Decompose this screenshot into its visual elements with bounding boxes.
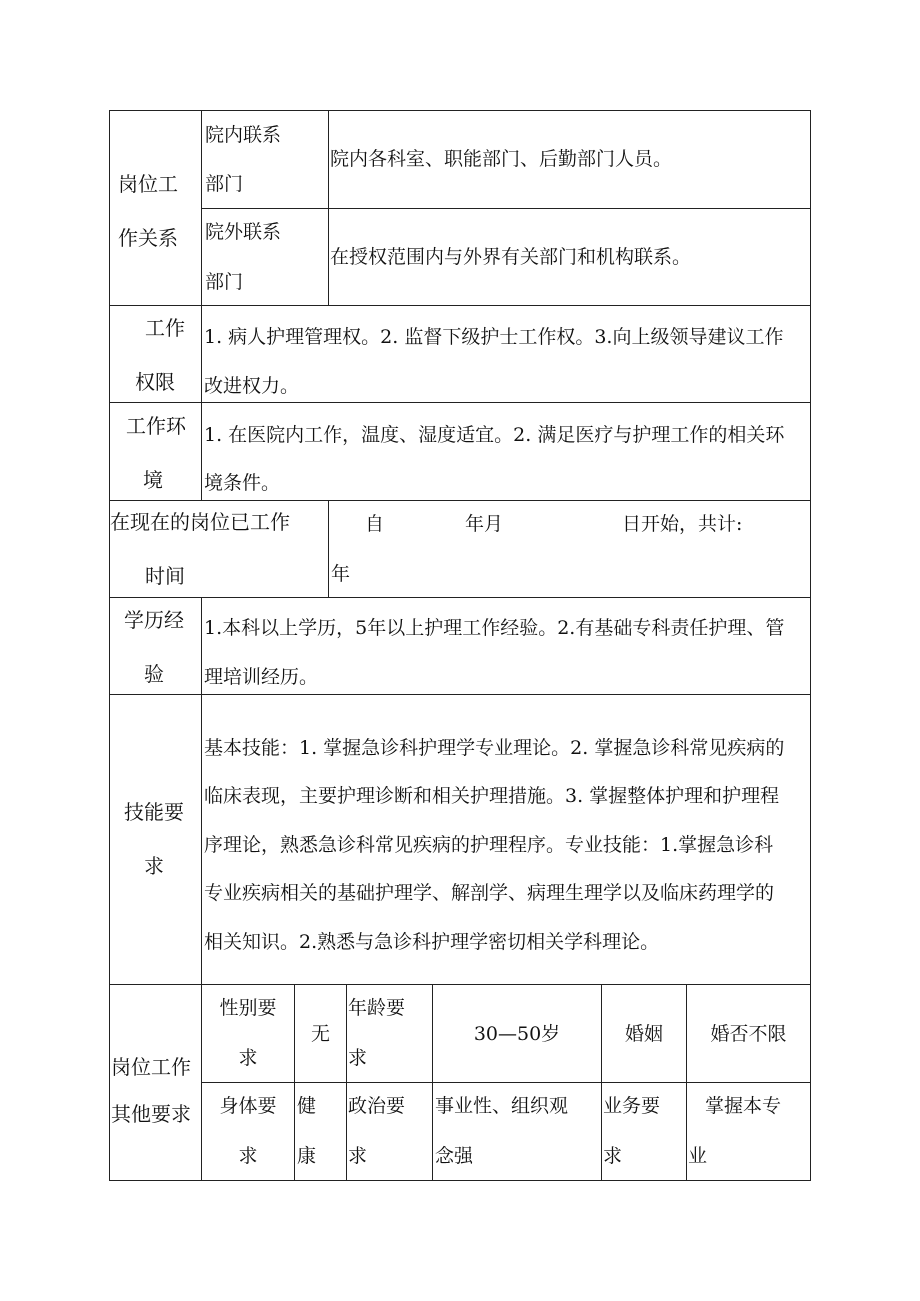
tenure-from: 自 <box>365 513 385 535</box>
work-relations-heading-line1: 岗位工 <box>118 172 178 196</box>
politics-label-line2: 求 <box>348 1145 368 1167</box>
external-contact-label-line1: 院外联系 <box>205 221 282 243</box>
gender-value: 无 <box>310 1023 330 1045</box>
gender-label-line1: 性别要 <box>219 997 277 1019</box>
environment-heading-line1: 工作环 <box>126 414 186 438</box>
skills-heading-line1: 技能要 <box>124 800 184 824</box>
skills-line5: 相关知识。2.熟悉与急诊科护理学密切相关学科理论。 <box>204 931 660 953</box>
health-value-line1: 健 <box>297 1095 317 1117</box>
education-line1: 1.本科以上学历，5年以上护理工作经验。2.有基础专科责任护理、管 <box>204 617 785 639</box>
internal-contact-value: 院内各科室、职能部门、后勤部门人员。 <box>330 148 673 170</box>
age-label-line1: 年龄要 <box>348 997 406 1019</box>
marriage-value: 婚否不限 <box>710 1023 787 1045</box>
education-heading-line1: 学历经 <box>124 608 184 632</box>
external-contact-label-line2: 部门 <box>205 271 244 293</box>
skills-line2: 临床表现，主要护理诊断和相关护理措施。3. 掌握整体护理和护理程 <box>204 785 780 807</box>
age-value: 30—50岁 <box>473 1023 561 1045</box>
environment-line1: 1. 在医院内工作，温度、湿度适宜。2. 满足医疗与护理工作的相关环 <box>204 424 785 446</box>
authority-heading-line1: 工作 <box>145 316 185 340</box>
environment-heading-line2: 境 <box>143 468 163 492</box>
tenure-heading-line1: 在现在的岗位已工作 <box>110 510 290 534</box>
skills-line4: 专业疾病相关的基础护理学、解剖学、病理生理学以及临床药理学的 <box>204 882 775 904</box>
tenure-year: 年 <box>331 563 351 585</box>
skills-heading-line2: 求 <box>144 854 164 878</box>
tenure-heading-line2: 时间 <box>145 564 185 588</box>
education-heading-line2: 验 <box>144 662 164 686</box>
other-requirements-heading-line2: 其他要求 <box>111 1102 191 1126</box>
gender-label-line2: 求 <box>238 1047 258 1069</box>
tenure-year-month: 年月 <box>465 513 504 535</box>
health-label-line1: 身体要 <box>219 1095 277 1117</box>
politics-value-line2: 念强 <box>435 1145 474 1167</box>
marriage-label: 婚姻 <box>624 1023 663 1045</box>
skills-line3: 序理论，熟悉急诊科常见疾病的护理程序。专业技能：1.掌握急诊科 <box>204 834 774 856</box>
skills-line1: 基本技能：1. 掌握急诊科护理学专业理论。2. 掌握急诊科常见疾病的 <box>204 737 785 759</box>
health-value-line2: 康 <box>297 1145 317 1167</box>
politics-label-line1: 政治要 <box>348 1095 406 1117</box>
internal-contact-label-line1: 院内联系 <box>205 124 282 146</box>
authority-line1: 1. 病人护理管理权。2. 监督下级护士工作权。3.向上级领导建议工作 <box>204 326 784 348</box>
work-relations-heading-cell <box>109 110 202 306</box>
business-value-line1: 掌握本专 <box>705 1095 782 1117</box>
business-value-line2: 业 <box>688 1145 708 1167</box>
business-label-line1: 业务要 <box>603 1095 661 1117</box>
age-label-line2: 求 <box>348 1047 368 1069</box>
politics-value-line1: 事业性、组织观 <box>435 1095 569 1117</box>
skills-heading-cell <box>109 694 202 985</box>
authority-heading-line2: 权限 <box>135 370 175 394</box>
authority-line2: 改进权力。 <box>204 375 300 397</box>
environment-line2: 境条件。 <box>204 472 281 494</box>
external-contact-value: 在授权范围内与外界有关部门和机构联系。 <box>330 246 692 268</box>
internal-contact-label-line2: 部门 <box>205 173 244 195</box>
education-line2: 理培训经历。 <box>204 666 319 688</box>
business-label-line2: 求 <box>603 1145 623 1167</box>
tenure-day-total: 日开始，共计: <box>622 513 743 535</box>
work-relations-heading-line2: 作关系 <box>118 226 178 250</box>
other-requirements-heading-line1: 岗位工作 <box>111 1055 191 1079</box>
health-label-line2: 求 <box>238 1145 258 1167</box>
